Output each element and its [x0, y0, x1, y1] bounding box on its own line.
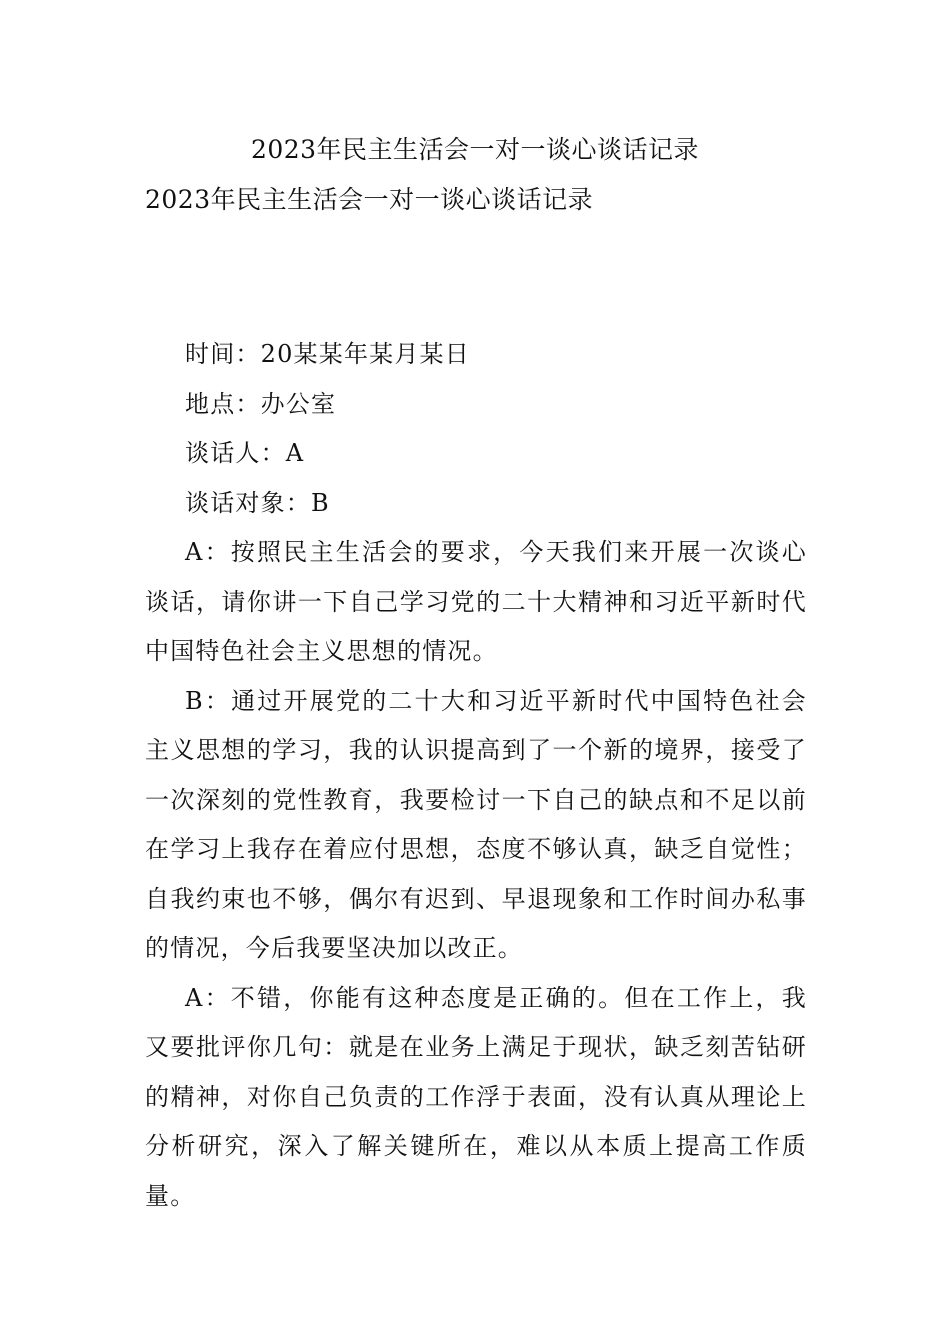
- meta-speaker: 谈话人：A: [185, 439, 305, 467]
- document-subtitle: 2023年民主生活会一对一谈心谈话记录: [145, 185, 594, 214]
- document-title: 2023年民主生活会一对一谈心谈话记录: [250, 135, 700, 164]
- paragraph: A：不错，你能有这种态度是正确的。但在工作上，我又要批评你几句：就是在业务上满足于现状，缺乏刻苦钻研的精神，对你自己负责的工作浮于表面，没有认真从理论上分析研究，深入了解关键所在，难以从本质上提高工作质量。: [145, 983, 807, 1210]
- document-body: [145, 330, 807, 1221]
- meta-time: 时间：20某某年某月某日: [185, 340, 470, 368]
- paragraph: B：通过开展党的二十大和习近平新时代中国特色社会主义思想的学习，我的认识提高到了一个新的境界，接受了一次深刻的党性教育，我要检讨一下自己的缺点和不足以前在学习上我存在着应付思想，态度不够认真，缺乏自觉性；自我约束也不够，偶尔有迟到、早退现象和工作时间办私事的情况，今后我要坚决加以改正。: [145, 686, 807, 962]
- paragraph: A：按照民主生活会的要求，今天我们来开展一次谈心谈话，请你讲一下自己学习党的二十大精神和习近平新时代中国特色社会主义思想的情况。: [145, 538, 807, 665]
- meta-target: 谈话对象：B: [185, 488, 330, 517]
- meta-place: 地点：办公室: [185, 389, 337, 418]
